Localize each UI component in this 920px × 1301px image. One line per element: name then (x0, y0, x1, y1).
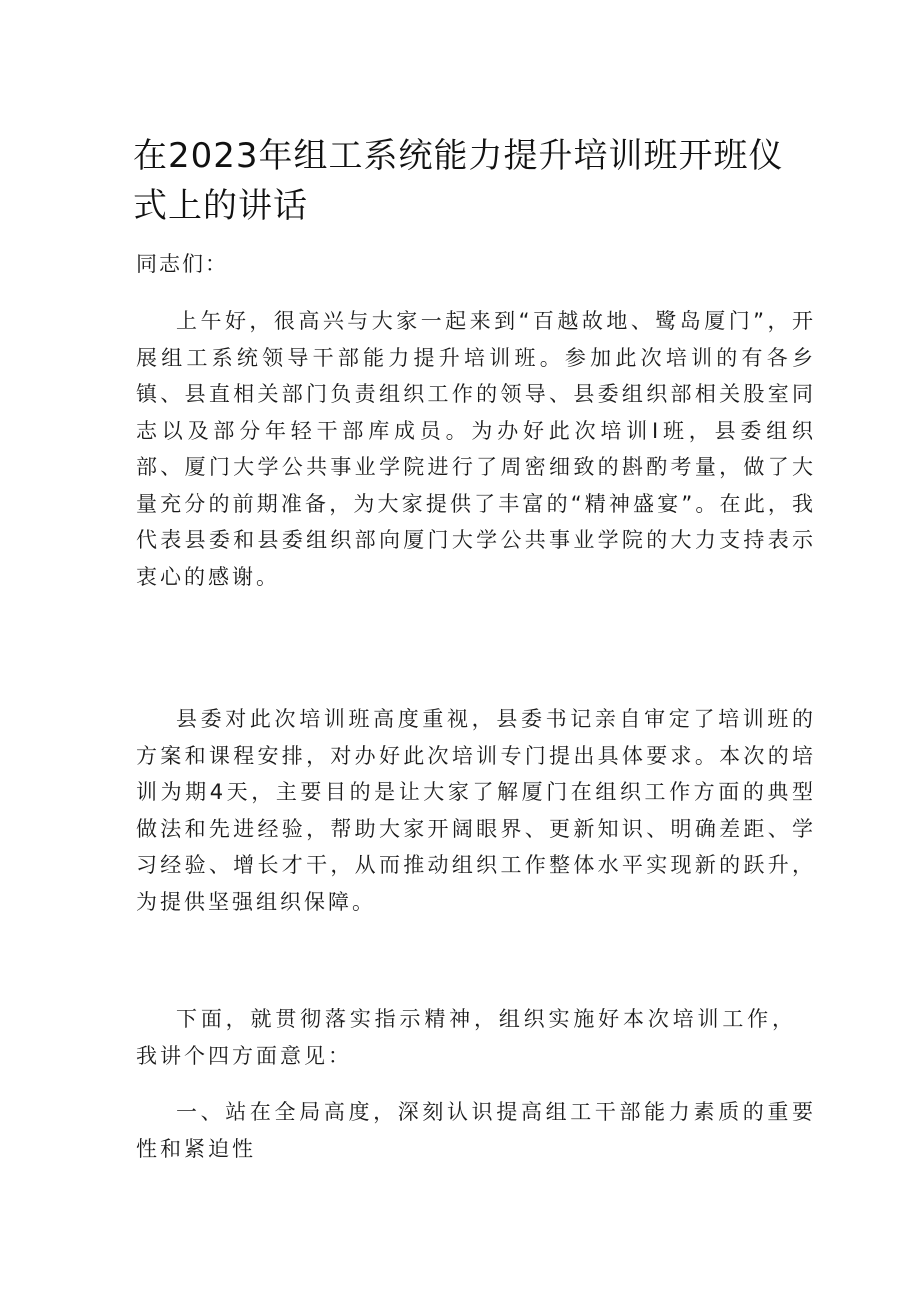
paragraph-importance: 县委对此次培训班高度重视，县委书记亲自审定了培训班的方案和课程安排，对办好此次培训专门提出具体要求。本次的培训为期4天，主要目的是让大家了解厦门在组织工作方面的典型做法和先进经验，帮助大家开阔眼界、更新知识、明确差距、学习经验、增长才干，从而推动组织工作整体水平实现新的跃升，为提供坚强组织保障。 (136, 707, 816, 914)
document-title: 在2023年组工系统能力提升培训班开班仪式上的讲话 (133, 136, 784, 226)
paragraph-outline: 下面，就贯彻落实指示精神，组织实施好本次培训工作，我讲个四方面意见： (136, 1007, 796, 1068)
section-heading-one: 一、站在全局高度，深刻认识提高组工干部能力素质的重要性和紧迫性 (136, 1100, 816, 1161)
paragraph-opening: 上午好，很高兴与大家一起来到“百越故地、鹭岛厦门”，开展组工系统领导干部能力提升培训班。参加此次培训的有各乡镇、县直相关部门负责组织工作的领导、县委组织部相关股室同志以及部分年轻干部库成员。为办好此次培训Ⅰ班，县委组织部、厦门大学公共事业学院进行了周密细致的斟酌考量，做了大量充分的前期准备，为大家提供了丰富的“精神盛宴”。在此，我代表县委和县委组织部向厦门大学公共事业学院的大力支持表示衷心的感谢。 (136, 309, 816, 589)
greeting: 同志们： (136, 252, 228, 276)
